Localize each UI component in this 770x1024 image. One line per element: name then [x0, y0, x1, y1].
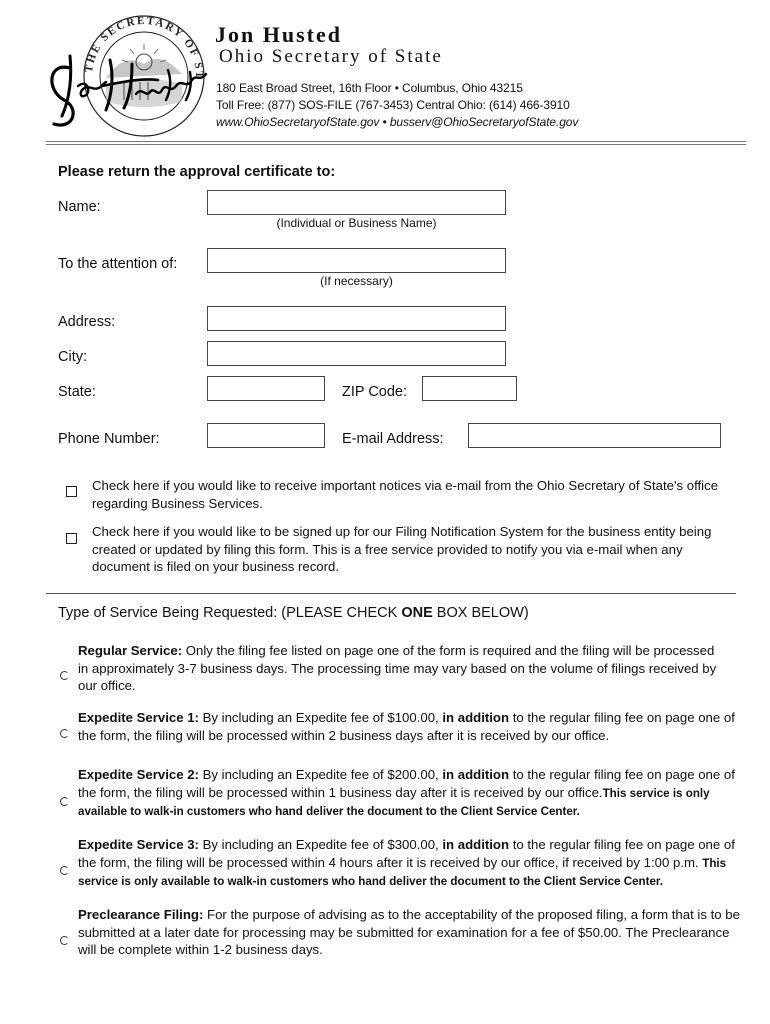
service-heading-emphasis: ONE — [401, 605, 433, 621]
state-input[interactable] — [207, 376, 325, 401]
expedite-2-radio[interactable] — [60, 797, 69, 806]
expedite-2-desc-b: to the regular filing fee on page one of the form, the filing will be processed within 1 business day after it is received by our office. — [78, 767, 735, 800]
service-heading-suffix: BOX BELOW) — [432, 605, 529, 621]
header-address: 180 East Broad Street, 16th Floor • Columbus, Ohio 43215 — [216, 81, 523, 95]
expedite-2-desc-a: By including an Expedite fee of $200.00, — [198, 767, 443, 782]
header-phones: Toll Free: (877) SOS-FILE (767-3453) Central Ohio: (614) 466-3910 — [216, 98, 570, 112]
city-label: City: — [58, 349, 87, 365]
expedite-1-title: Expedite Service 1: — [78, 710, 199, 725]
header-divider — [46, 141, 746, 142]
expedite-3-radio[interactable] — [60, 866, 69, 875]
preclearance-radio[interactable] — [60, 936, 69, 945]
expedite-3-emphasis: in addition — [442, 837, 510, 852]
regular-service-text — [78, 642, 728, 695]
expedite-2-note: This service is only available to walk-in customers who hand deliver the document to the Client Service Center. — [78, 786, 710, 818]
expedite-3-title: Expedite Service 3: — [78, 837, 199, 852]
notices-checkbox[interactable] — [66, 486, 77, 497]
attention-hint: (If necessary) — [320, 274, 393, 288]
phone-label: Phone Number: — [58, 431, 160, 447]
return-heading: Please return the approval certificate to: — [58, 164, 336, 180]
phone-input[interactable] — [207, 423, 325, 448]
seal-icon — [40, 12, 220, 142]
expedite-3-desc-a: By including an Expedite fee of $300.00, — [198, 837, 443, 852]
section-divider — [46, 593, 736, 594]
name-label: Name: — [58, 199, 101, 215]
expedite-3-text — [78, 836, 748, 891]
filing-notification-text: Check here if you would like to be signed up for our Filing Notification System for the business entity being created or updated by filing this form. This is a free service provided to notify you via e-mail when any document is filed on your business record. — [92, 524, 712, 574]
regular-service-desc: Only the filing fee listed on page one of the form is required and the filing will be processed in approximately 3-7 business days. The processing time may vary based on the volume of filings received by our office. — [78, 643, 717, 693]
name-input[interactable] — [207, 190, 506, 215]
email-input[interactable] — [468, 423, 721, 448]
preclearance-text — [78, 906, 746, 959]
secretary-of-state-seal — [40, 12, 220, 142]
expedite-2-emphasis: in addition — [442, 767, 510, 782]
expedite-3-note: This service is only available to walk-in customers who hand deliver the document to the Client Service Center. — [78, 856, 727, 888]
expedite-1-emphasis: in addition — [442, 710, 510, 725]
expedite-1-desc-b: to the regular filing fee on page one of the form, the filing will be processed within 2 business days after it is received by our office. — [78, 710, 735, 743]
city-input[interactable] — [207, 341, 506, 366]
filing-notification-checkbox[interactable] — [66, 533, 77, 544]
preclearance-desc: For the purpose of advising as to the acceptability of the proposed filing, a form that is to be submitted at a later date for processing may be submitted for examination for a fee of $50.00. The Preclearance will be complete within 1-2 business days. — [78, 907, 740, 957]
seal-text: THE SECRETARY OF ST — [82, 14, 206, 80]
header-name: Jon Husted — [215, 22, 342, 47]
name-hint: (Individual or Business Name) — [276, 216, 437, 230]
notices-text: Check here if you would like to receive important notices via e-mail from the Ohio Secretary of State's office regarding Business Services. — [92, 478, 719, 511]
preclearance-title: Preclearance Filing: — [78, 907, 204, 922]
expedite-1-radio[interactable] — [60, 729, 69, 738]
address-input[interactable] — [207, 306, 506, 331]
header-divider-2 — [46, 144, 746, 145]
service-heading — [58, 605, 529, 621]
attention-input[interactable] — [207, 248, 506, 273]
email-label: E-mail Address: — [342, 431, 444, 447]
attention-label: To the attention of: — [58, 256, 178, 272]
header-web-email: www.OhioSecretaryofState.gov • busserv@OhioSecretaryofState.gov — [216, 115, 579, 129]
state-label: State: — [58, 384, 96, 400]
zip-label: ZIP Code: — [342, 384, 408, 400]
service-heading-prefix: Type of Service Being Requested: (PLEASE CHECK — [58, 605, 402, 621]
expedite-1-text — [78, 709, 738, 744]
address-label: Address: — [58, 314, 116, 330]
expedite-2-text — [78, 766, 746, 821]
regular-service-radio[interactable] — [60, 671, 69, 680]
zip-input[interactable] — [422, 376, 517, 401]
expedite-2-title: Expedite Service 2: — [78, 767, 199, 782]
regular-service-title: Regular Service: — [78, 643, 183, 658]
expedite-1-desc-a: By including an Expedite fee of $100.00, — [198, 710, 443, 725]
expedite-3-desc-b: to the regular filing fee on page one of the form, the filing will be processed within 4 hours after it is received by our office, if received by 1:00 p.m. — [78, 837, 735, 870]
header-office: Ohio Secretary of State — [219, 46, 443, 67]
